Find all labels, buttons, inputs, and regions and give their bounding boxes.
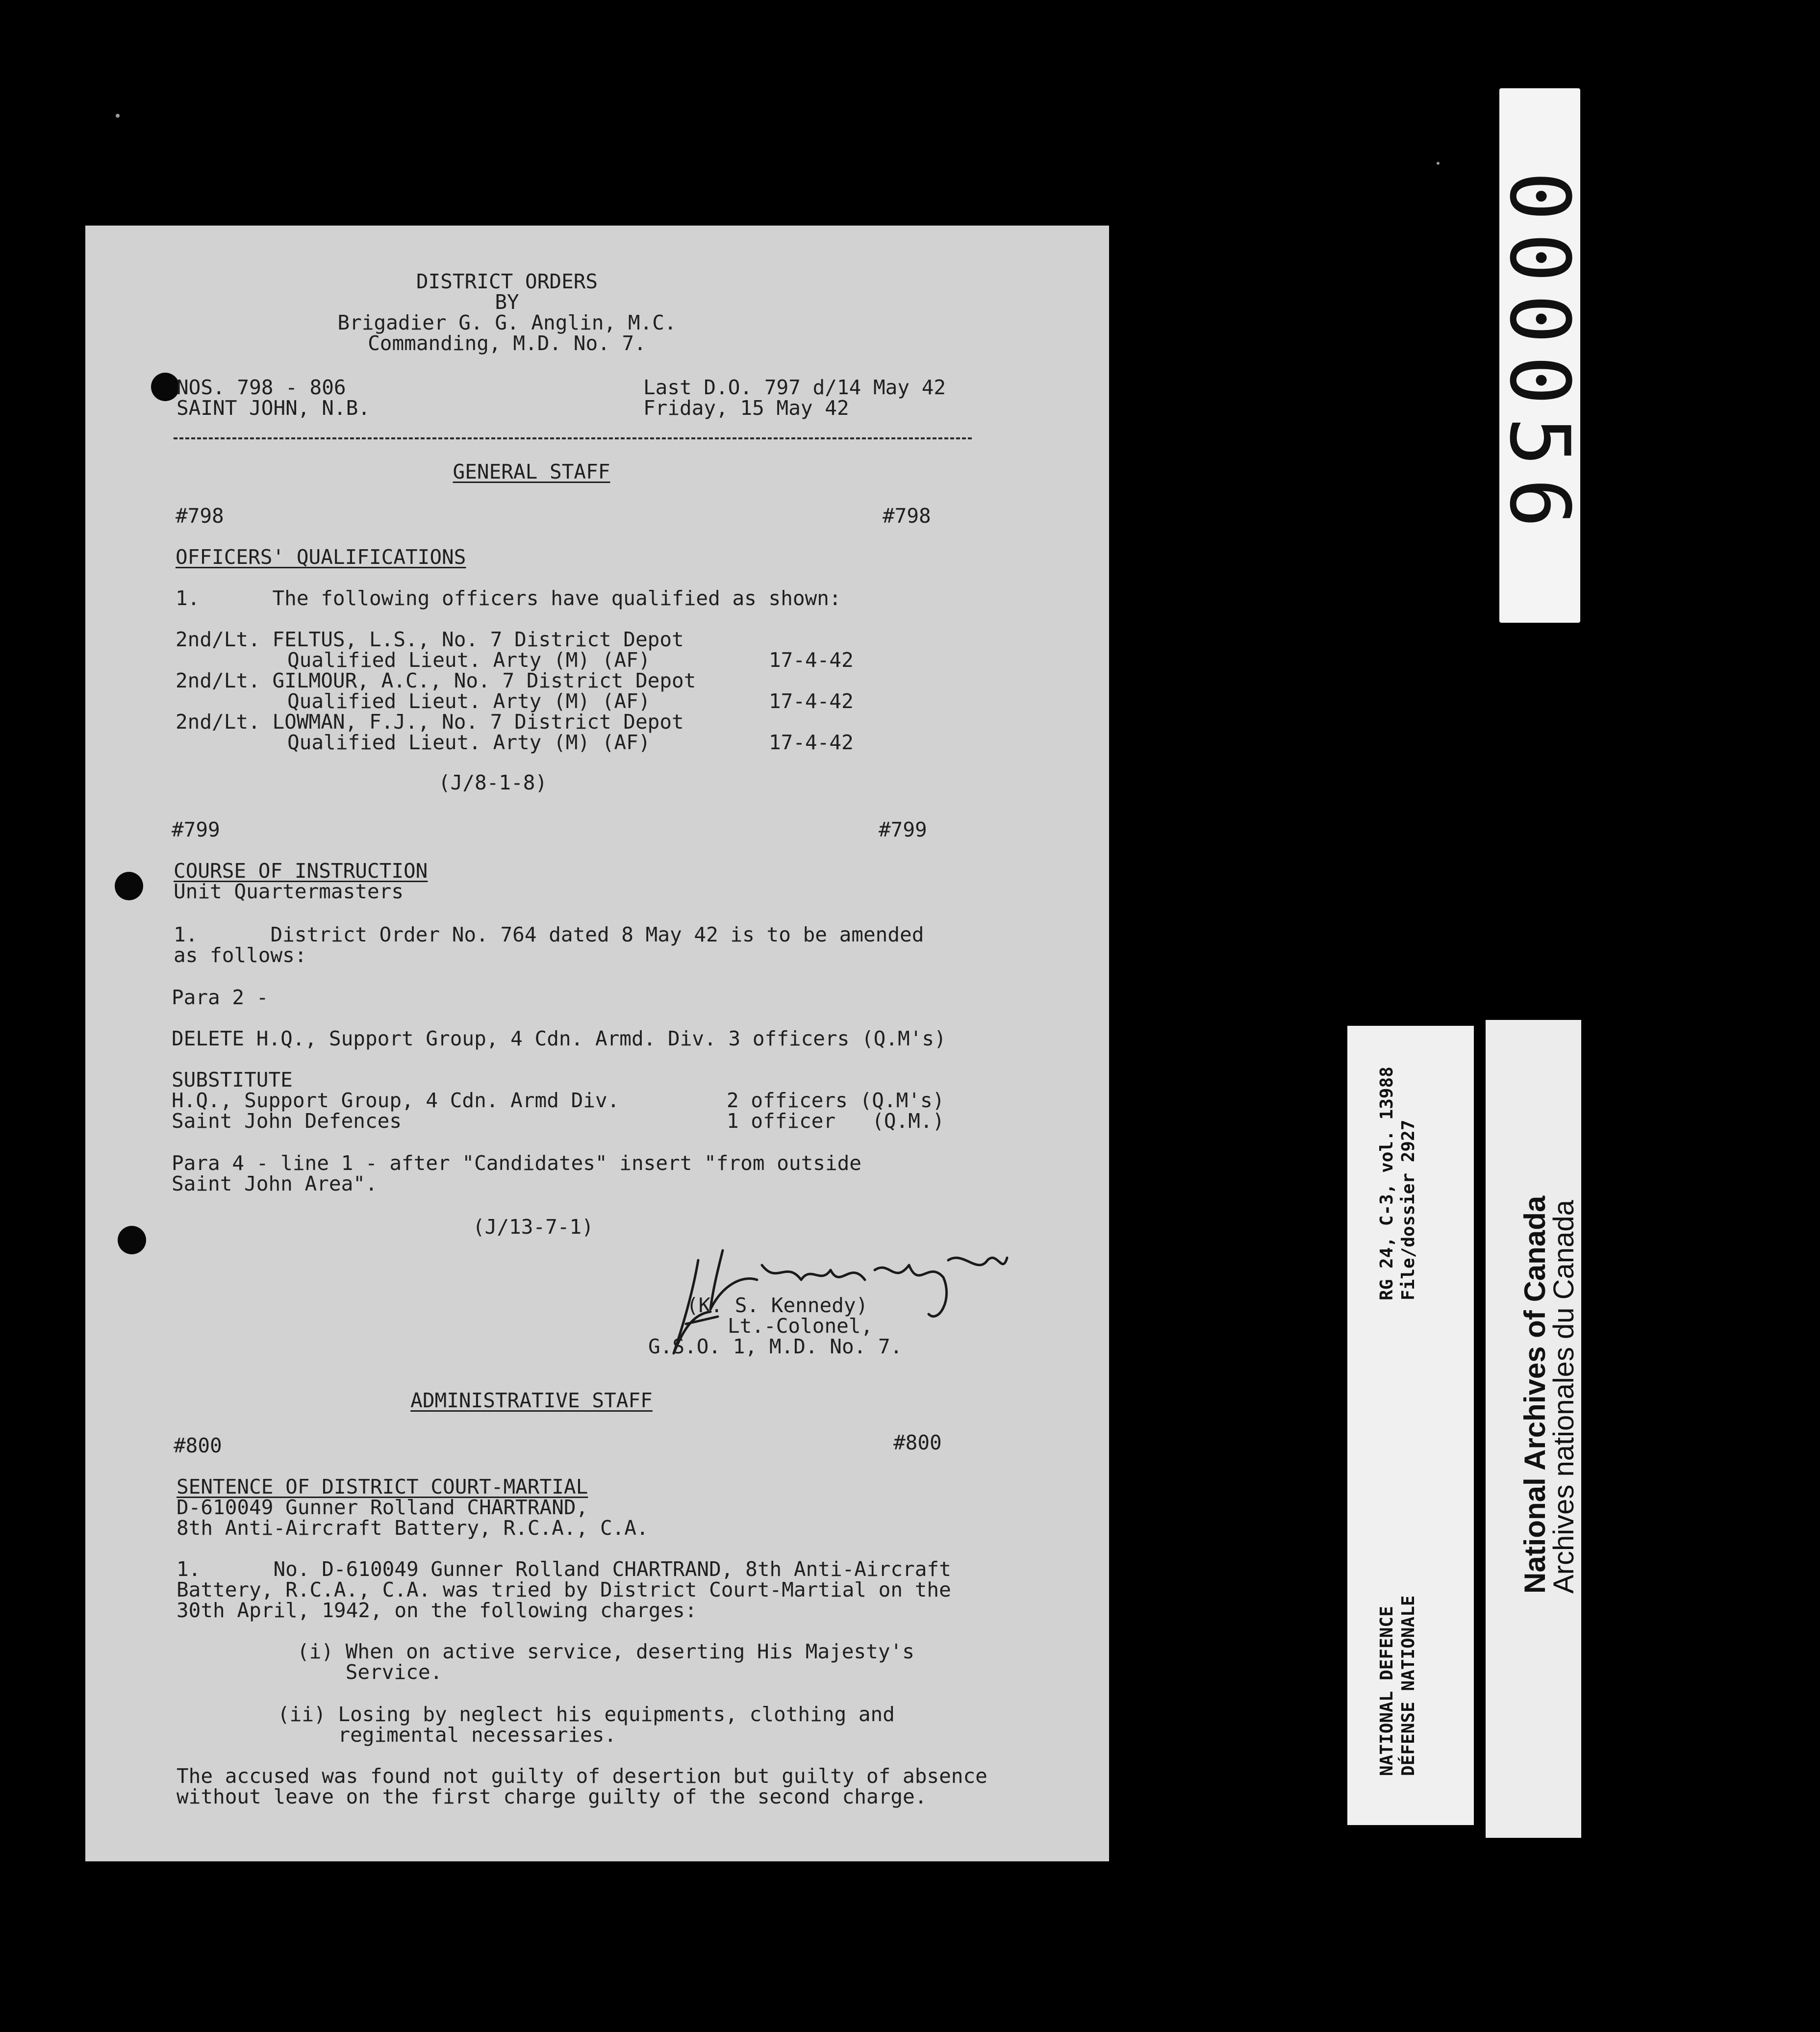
- reference-label: [1347, 1026, 1474, 1825]
- order-heading: COURSE OF INSTRUCTION: [174, 859, 428, 883]
- dust-speck: [1437, 162, 1440, 165]
- section-heading-general-staff: GENERAL STAFF: [453, 460, 610, 483]
- qualification-date: 17-4-42: [769, 689, 854, 713]
- order-number-left: #798: [176, 504, 224, 528]
- substitute-unit: H.Q., Support Group, 4 Cdn. Armd Div.: [172, 1089, 620, 1112]
- order-number-right: #800: [893, 1431, 942, 1454]
- paragraph: DELETE H.Q., Support Group, 4 Cdn. Armd. Div. 3 officers (Q.M's): [172, 1027, 946, 1050]
- department-fr: DÉFENSE NATIONALE: [1398, 1595, 1418, 1776]
- paragraph: without leave on the first charge guilty of the second charge.: [177, 1785, 927, 1808]
- order-subheading: D-610049 Gunner Rolland CHARTRAND,: [177, 1496, 588, 1519]
- officer-qualification: Qualified Lieut. Arty (M) (AF): [287, 689, 651, 713]
- frame-number-strip: [1491, 88, 1588, 623]
- order-place: SAINT JOHN, N.B.: [177, 396, 370, 420]
- charge: (i) When on active service, deserting His Majesty's: [297, 1640, 914, 1663]
- substitute-quantity: 2 officers (Q.M's): [727, 1089, 945, 1112]
- paragraph: SUBSTITUTE: [172, 1068, 293, 1092]
- paragraph: 1. The following officers have qualified as shown:: [176, 586, 841, 610]
- order-date: Friday, 15 May 42: [643, 396, 849, 420]
- officer-name: 2nd/Lt. GILMOUR, A.C., No. 7 District Depot: [176, 669, 696, 692]
- paragraph: 1. No. D-610049 Gunner Rolland CHARTRAND, 8th Anti-Aircraft: [177, 1557, 951, 1581]
- signatory-post: G.S.O. 1, M.D. No. 7.: [648, 1335, 903, 1358]
- substitute-unit: Saint John Defences: [172, 1109, 402, 1133]
- paragraph: Para 2 -: [172, 986, 269, 1009]
- qualification-date: 17-4-42: [769, 648, 854, 672]
- punch-hole: [115, 872, 143, 900]
- order-numbers: NOS. 798 - 806: [177, 376, 346, 399]
- officer-qualification: Qualified Lieut. Arty (M) (AF): [287, 731, 651, 754]
- reference-line-2: File/dossier 2927: [1398, 1119, 1418, 1300]
- archives-fr: Archives nationales du Canada: [1548, 1200, 1580, 1594]
- officer-name: 2nd/Lt. LOWMAN, F.J., No. 7 District Depot: [176, 710, 684, 734]
- paragraph: Battery, R.C.A., C.A. was tried by District Court-Martial on the: [177, 1578, 951, 1601]
- paragraph: Saint John Area".: [172, 1172, 378, 1195]
- department-en: NATIONAL DEFENCE: [1377, 1606, 1397, 1776]
- signatory-rank: Lt.-Colonel,: [728, 1314, 873, 1338]
- section-heading-administrative-staff: ADMINISTRATIVE STAFF: [410, 1389, 653, 1412]
- order-number-left: #799: [172, 818, 220, 841]
- qualification-date: 17-4-42: [769, 731, 854, 754]
- frame-number: 000056: [1491, 171, 1588, 540]
- order-subheading: Unit Quartermasters: [174, 880, 404, 903]
- archives-en: National Archives of Canada: [1518, 1195, 1551, 1594]
- order-heading: OFFICERS' QUALIFICATIONS: [176, 545, 466, 569]
- order-number-left: #800: [174, 1434, 222, 1457]
- paragraph: as follows:: [174, 943, 307, 967]
- charge: regimental necessaries.: [278, 1723, 617, 1747]
- reference-line-1: RG 24, C-3, vol. 13988: [1377, 1067, 1397, 1300]
- officer-qualification: Qualified Lieut. Arty (M) (AF): [287, 648, 651, 672]
- archives-label: [1486, 1020, 1581, 1838]
- document-title: DISTRICT ORDERS: [416, 270, 598, 293]
- order-number-right: #798: [883, 504, 931, 528]
- paragraph: 1. District Order No. 764 dated 8 May 42 is to be amended: [174, 923, 924, 946]
- charge: (ii) Losing by neglect his equipments, clothing and: [278, 1702, 895, 1726]
- header-issuer: Brigadier G. G. Anglin, M.C.: [337, 311, 677, 334]
- last-order: Last D.O. 797 d/14 May 42: [643, 376, 946, 399]
- signatory-name: (K. S. Kennedy): [686, 1294, 868, 1317]
- order-number-right: #799: [879, 818, 927, 841]
- substitute-quantity: 1 officer (Q.M.): [727, 1109, 945, 1133]
- order-heading: SENTENCE OF DISTRICT COURT-MARTIAL: [177, 1475, 588, 1499]
- dust-speck: [116, 114, 120, 118]
- paragraph: The accused was found not guilty of desertion but guilty of absence: [177, 1764, 987, 1788]
- order-subheading: 8th Anti-Aircraft Battery, R.C.A., C.A.: [177, 1516, 649, 1540]
- header-by: BY: [495, 290, 519, 314]
- divider: [174, 437, 972, 439]
- charge: Service.: [297, 1660, 443, 1684]
- punch-hole: [151, 373, 179, 401]
- punch-hole: [118, 1226, 146, 1254]
- paragraph: 30th April, 1942, on the following charges:: [177, 1599, 697, 1622]
- document-page: [85, 226, 1109, 1861]
- officer-name: 2nd/Lt. FELTUS, L.S., No. 7 District Depot: [176, 628, 684, 651]
- file-reference: (J/8-1-8): [438, 771, 548, 794]
- paragraph: Para 4 - line 1 - after "Candidates" insert "from outside: [172, 1151, 861, 1175]
- file-reference: (J/13-7-1): [473, 1215, 594, 1239]
- header-command: Commanding, M.D. No. 7.: [368, 331, 646, 355]
